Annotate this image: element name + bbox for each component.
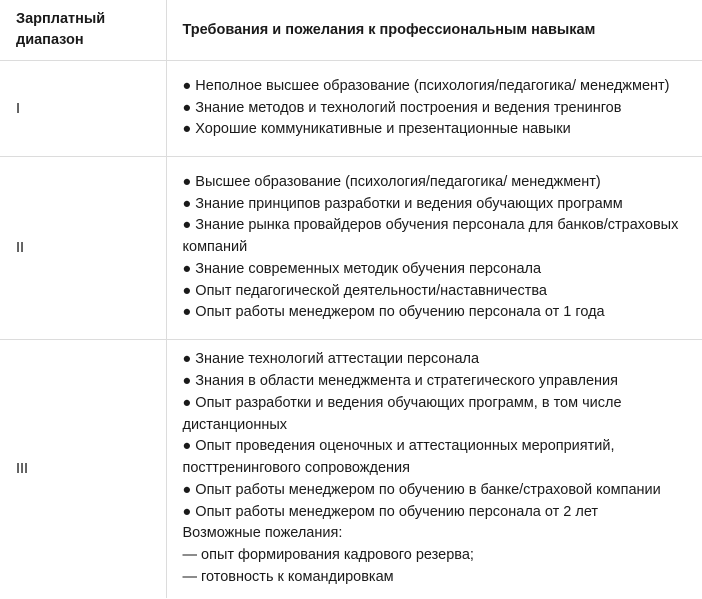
requirement-item: ● Знания в области менеджмента и стратегического управления [182,372,619,389]
requirement-item: ● Опыт педагогической деятельности/наставничества [182,282,547,299]
requirements-cell [166,157,702,340]
header-requirements: Требования и пожелания к профессиональным навыкам [166,0,702,61]
requirement-item: ● Знание принципов разработки и ведения обучающих программ [182,195,623,212]
table-row [0,340,702,599]
header-salary-range: Зарплатный диапазон [0,0,166,61]
wish-item: — готовность к командировкам [182,569,394,586]
wishes-heading: Возможные пожелания: [182,525,343,542]
requirement-item: ● Знание технологий аттестации персонала [182,351,480,368]
table-row [0,157,702,340]
requirement-item-continuation: посттренингового сопровождения [182,460,410,477]
salary-range-cell: I [0,61,166,157]
table-header-row [0,0,702,61]
requirements-cell [166,340,702,599]
wish-item: — опыт формирования кадрового резерва; [182,547,474,564]
requirement-item: ● Опыт проведения оценочных и аттестационных мероприятий, [182,438,615,455]
salary-range-cell: III [0,340,166,599]
requirement-item: ● Неполное высшее образование (психология/педагогика/ менеджмент) [182,77,670,94]
requirement-item-continuation: дистанционных [182,416,288,433]
requirement-item: ● Высшее образование (психология/педагогика/ менеджмент) [182,173,601,190]
requirement-item: ● Знание методов и технологий построения и ведения тренингов [182,99,622,116]
requirement-item-continuation: компаний [182,239,248,256]
requirement-item: ● Знание рынка провайдеров обучения персонала для банков/страховых [182,217,679,234]
requirement-item: ● Знание современных методик обучения персонала [182,260,542,277]
requirements-cell [166,61,702,157]
requirement-item: ● Опыт работы менеджером по обучению в банке/страховой компании [182,481,661,498]
table-row [0,61,702,157]
requirement-item: ● Опыт работы менеджером по обучению персонала от 2 лет [182,503,599,520]
salary-range-cell: II [0,157,166,340]
requirement-item: ● Опыт работы менеджером по обучению персонала от 1 года [182,304,605,321]
requirement-item: ● Опыт разработки и ведения обучающих программ, в том числе [182,394,622,411]
requirement-item: ● Хорошие коммуникативные и презентационные навыки [182,121,571,138]
